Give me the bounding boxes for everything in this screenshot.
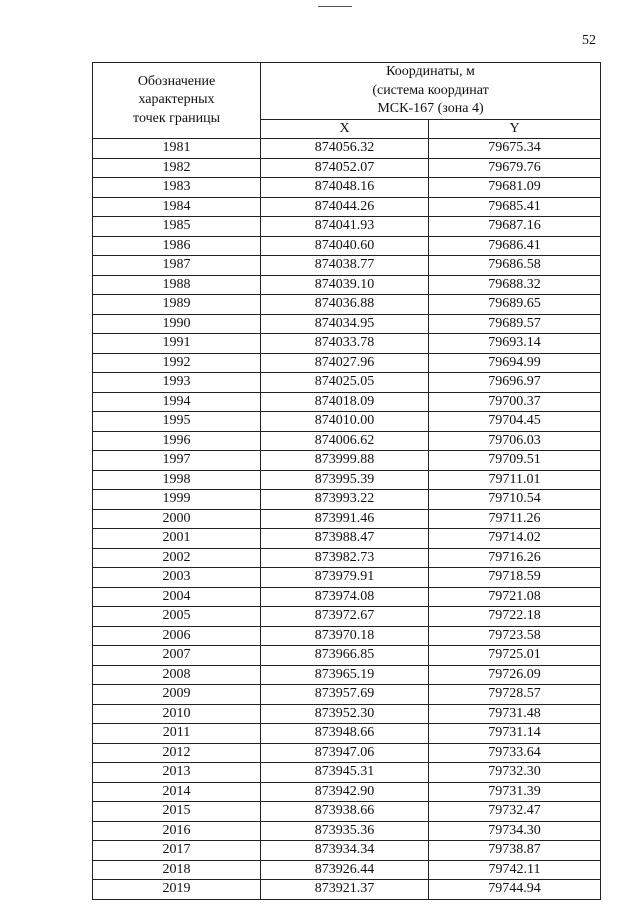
y-coordinate-cell: 79679.76	[429, 158, 601, 178]
y-coordinate-cell: 79685.41	[429, 197, 601, 217]
table-row	[93, 197, 601, 217]
y-coordinate-cell: 79709.51	[429, 451, 601, 471]
point-number-cell: 2000	[93, 509, 261, 529]
x-coordinate-cell: 874006.62	[261, 431, 429, 451]
x-coordinate-cell: 873942.90	[261, 782, 429, 802]
table-row	[93, 782, 601, 802]
table-row	[93, 353, 601, 373]
y-coordinate-cell: 79694.99	[429, 353, 601, 373]
x-coordinate-cell: 874010.00	[261, 412, 429, 432]
x-coordinate-cell: 874039.10	[261, 275, 429, 295]
top-divider-mark	[318, 6, 352, 7]
x-coordinate-cell: 874027.96	[261, 353, 429, 373]
y-coordinate-cell: 79686.41	[429, 236, 601, 256]
table-row	[93, 821, 601, 841]
point-header-line: Обозначение	[137, 73, 216, 89]
point-number-cell: 1993	[93, 373, 261, 393]
table-row	[93, 685, 601, 705]
coords-header-line: Координаты, м	[386, 64, 475, 79]
x-coordinate-cell: 873966.85	[261, 646, 429, 666]
y-coordinate-cell: 79731.48	[429, 704, 601, 724]
y-coordinate-cell: 79687.16	[429, 217, 601, 237]
x-coordinate-cell: 873993.22	[261, 490, 429, 510]
table-row	[93, 139, 601, 159]
coords-header-line: МСК-167 (зона 4)	[377, 101, 484, 116]
table-row	[93, 509, 601, 529]
x-coordinate-cell: 874018.09	[261, 392, 429, 412]
y-coordinate-cell: 79714.02	[429, 529, 601, 549]
x-coordinate-cell: 873948.66	[261, 724, 429, 744]
point-number-cell: 2019	[93, 880, 261, 900]
point-number-cell: 1992	[93, 353, 261, 373]
point-number-cell: 1999	[93, 490, 261, 510]
table-row	[93, 490, 601, 510]
y-coordinate-cell: 79731.39	[429, 782, 601, 802]
x-coordinate-cell: 873970.18	[261, 626, 429, 646]
table-row	[93, 275, 601, 295]
x-coordinate-cell: 874044.26	[261, 197, 429, 217]
point-number-cell: 2015	[93, 802, 261, 822]
table-row	[93, 451, 601, 471]
x-coordinate-cell: 874034.95	[261, 314, 429, 334]
y-coordinate-cell: 79731.14	[429, 724, 601, 744]
table-row	[93, 724, 601, 744]
point-number-cell: 2018	[93, 860, 261, 880]
point-number-cell: 1985	[93, 217, 261, 237]
y-coordinate-cell: 79689.65	[429, 295, 601, 315]
x-coordinate-cell: 873935.36	[261, 821, 429, 841]
point-number-cell: 1988	[93, 275, 261, 295]
y-coordinate-cell: 79742.11	[429, 860, 601, 880]
y-column-header: Y	[429, 119, 601, 139]
table-row	[93, 743, 601, 763]
point-number-cell: 1991	[93, 334, 261, 354]
point-number-cell: 2003	[93, 568, 261, 588]
point-number-cell: 1995	[93, 412, 261, 432]
y-coordinate-cell: 79721.08	[429, 587, 601, 607]
table-row	[93, 256, 601, 276]
x-coordinate-cell: 874048.16	[261, 178, 429, 198]
x-coordinate-cell: 873974.08	[261, 587, 429, 607]
table-row	[93, 392, 601, 412]
point-number-cell: 1984	[93, 197, 261, 217]
x-coordinate-cell: 874038.77	[261, 256, 429, 276]
point-number-cell: 2012	[93, 743, 261, 763]
y-coordinate-cell: 79744.94	[429, 880, 601, 900]
table-row	[93, 568, 601, 588]
point-number-cell: 1996	[93, 431, 261, 451]
x-coordinate-cell: 873965.19	[261, 665, 429, 685]
point-number-cell: 2011	[93, 724, 261, 744]
y-coordinate-cell: 79716.26	[429, 548, 601, 568]
x-coordinate-cell: 874040.60	[261, 236, 429, 256]
y-coordinate-cell: 79732.30	[429, 763, 601, 783]
x-coordinate-cell: 874025.05	[261, 373, 429, 393]
point-header-line: характерных	[138, 92, 215, 108]
y-coordinate-cell: 79706.03	[429, 431, 601, 451]
table-row	[93, 236, 601, 256]
x-coordinate-cell: 873979.91	[261, 568, 429, 588]
y-coordinate-cell: 79681.09	[429, 178, 601, 198]
x-coordinate-cell: 873995.39	[261, 470, 429, 490]
x-coordinate-cell: 874041.93	[261, 217, 429, 237]
x-coordinate-cell: 873952.30	[261, 704, 429, 724]
table-row	[93, 626, 601, 646]
point-number-cell: 1982	[93, 158, 261, 178]
table-row	[93, 607, 601, 627]
y-coordinate-cell: 79718.59	[429, 568, 601, 588]
y-coordinate-cell: 79722.18	[429, 607, 601, 627]
table-row	[93, 587, 601, 607]
table-row	[93, 431, 601, 451]
table-row	[93, 860, 601, 880]
table-row	[93, 802, 601, 822]
point-number-cell: 2016	[93, 821, 261, 841]
point-number-cell: 2010	[93, 704, 261, 724]
point-number-cell: 2007	[93, 646, 261, 666]
y-coordinate-cell: 79693.14	[429, 334, 601, 354]
coordinates-table	[92, 62, 601, 900]
point-number-cell: 1981	[93, 139, 261, 159]
page-number: 52	[582, 33, 596, 48]
x-coordinate-cell: 873999.88	[261, 451, 429, 471]
y-coordinate-cell: 79734.30	[429, 821, 601, 841]
coords-header-line: (система координат	[372, 82, 489, 98]
point-number-cell: 1989	[93, 295, 261, 315]
x-coordinate-cell: 873972.67	[261, 607, 429, 627]
x-coordinate-cell: 873957.69	[261, 685, 429, 705]
table-row	[93, 704, 601, 724]
table-row	[93, 217, 601, 237]
x-coordinate-cell: 874036.88	[261, 295, 429, 315]
y-coordinate-cell: 79675.34	[429, 139, 601, 159]
point-number-cell: 1998	[93, 470, 261, 490]
table-row	[93, 295, 601, 315]
y-coordinate-cell: 79711.26	[429, 509, 601, 529]
point-number-cell: 1986	[93, 236, 261, 256]
point-number-cell: 2009	[93, 685, 261, 705]
table-row	[93, 646, 601, 666]
point-number-cell: 1983	[93, 178, 261, 198]
table-row	[93, 178, 601, 198]
table-row	[93, 548, 601, 568]
point-number-cell: 1987	[93, 256, 261, 276]
point-header-line: точек границы	[133, 110, 220, 126]
y-coordinate-cell: 79723.58	[429, 626, 601, 646]
y-coordinate-cell: 79688.32	[429, 275, 601, 295]
x-coordinate-cell: 873991.46	[261, 509, 429, 529]
table-row	[93, 529, 601, 549]
y-coordinate-cell: 79686.58	[429, 256, 601, 276]
point-number-cell: 2014	[93, 782, 261, 802]
y-coordinate-cell: 79732.47	[429, 802, 601, 822]
point-number-cell: 1997	[93, 451, 261, 471]
y-coordinate-cell: 79725.01	[429, 646, 601, 666]
point-number-cell: 2004	[93, 587, 261, 607]
point-number-cell: 2013	[93, 763, 261, 783]
y-coordinate-cell: 79711.01	[429, 470, 601, 490]
point-number-cell: 1990	[93, 314, 261, 334]
point-number-cell: 2006	[93, 626, 261, 646]
point-number-cell: 2005	[93, 607, 261, 627]
table-row	[93, 158, 601, 178]
x-column-header: X	[261, 119, 429, 139]
y-coordinate-cell: 79726.09	[429, 665, 601, 685]
y-coordinate-cell: 79689.57	[429, 314, 601, 334]
table-row	[93, 880, 601, 900]
x-coordinate-cell: 874033.78	[261, 334, 429, 354]
point-number-cell: 2017	[93, 841, 261, 861]
x-coordinate-cell: 873934.34	[261, 841, 429, 861]
y-coordinate-cell: 79704.45	[429, 412, 601, 432]
y-coordinate-cell: 79728.57	[429, 685, 601, 705]
y-coordinate-cell: 79710.54	[429, 490, 601, 510]
table-row	[93, 763, 601, 783]
table-row	[93, 470, 601, 490]
table-row	[93, 314, 601, 334]
table-row	[93, 373, 601, 393]
y-coordinate-cell: 79696.97	[429, 373, 601, 393]
x-coordinate-cell: 873988.47	[261, 529, 429, 549]
point-number-cell: 2002	[93, 548, 261, 568]
table-row	[93, 665, 601, 685]
y-coordinate-cell: 79733.64	[429, 743, 601, 763]
point-designation-header	[93, 63, 261, 139]
table-row	[93, 841, 601, 861]
x-coordinate-cell: 873982.73	[261, 548, 429, 568]
point-number-cell: 2001	[93, 529, 261, 549]
x-coordinate-cell: 874056.32	[261, 139, 429, 159]
x-coordinate-cell: 873945.31	[261, 763, 429, 783]
y-coordinate-cell: 79738.87	[429, 841, 601, 861]
point-number-cell: 1994	[93, 392, 261, 412]
table-body	[93, 139, 601, 900]
coordinates-header	[261, 63, 601, 120]
x-coordinate-cell: 873947.06	[261, 743, 429, 763]
point-number-cell: 2008	[93, 665, 261, 685]
x-coordinate-cell: 874052.07	[261, 158, 429, 178]
y-coordinate-cell: 79700.37	[429, 392, 601, 412]
x-coordinate-cell: 873921.37	[261, 880, 429, 900]
table-row	[93, 334, 601, 354]
table-row	[93, 412, 601, 432]
x-coordinate-cell: 873938.66	[261, 802, 429, 822]
x-coordinate-cell: 873926.44	[261, 860, 429, 880]
